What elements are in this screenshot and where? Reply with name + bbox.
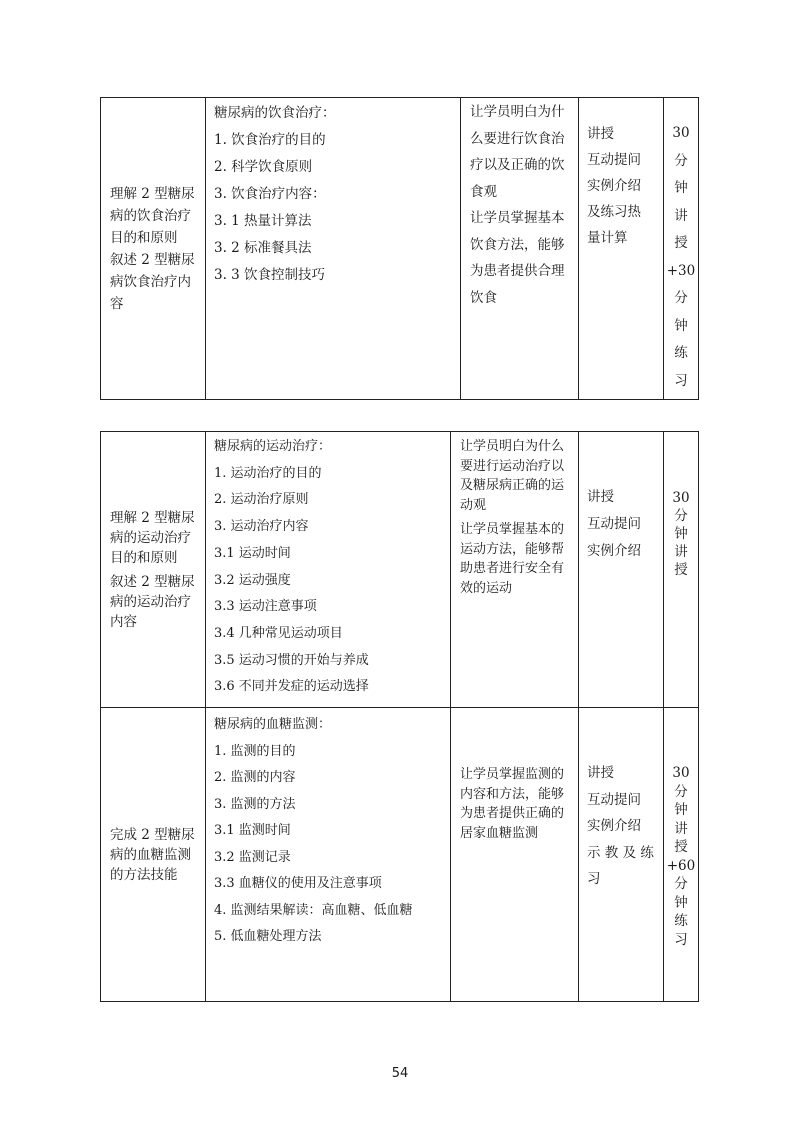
time-text: 30 [672, 765, 690, 781]
time-text: 练 [674, 345, 688, 361]
goal-line: 居家血糖监测 [460, 825, 539, 841]
time-text: 授 [674, 562, 688, 578]
table-row [101, 98, 699, 400]
curriculum-table-diet [100, 97, 699, 400]
content-line: 2. 运动治疗原则 [214, 492, 309, 508]
method-line: 量计算 [587, 230, 628, 246]
method-line: 讲授 [587, 489, 614, 505]
time-text: 钟 [674, 894, 688, 911]
method-line: 讲授 [587, 765, 614, 781]
content-line: 3. 3 饮食控制技巧 [214, 267, 326, 283]
time-text: 授 [674, 839, 688, 855]
objective-line: 叙述 2 型糖尿 [110, 251, 195, 268]
method-line: 讲授 [587, 126, 614, 142]
goal-line: 让学员掌握监测的 [460, 767, 565, 782]
content-line: 3.6 不同并发症的运动选择 [214, 679, 369, 695]
content-line: 糖尿病的运动治疗： [214, 439, 332, 454]
content-line: 糖尿病的饮食治疗： [214, 105, 336, 121]
objective-line: 病的饮食治疗 [110, 207, 191, 224]
objective-cell [101, 708, 206, 1002]
content-line: 1. 监测的目的 [214, 743, 296, 759]
method-line: 及练习热 [587, 204, 641, 220]
content-line: 3.5 运动习惯的开始与养成 [214, 652, 369, 668]
time-text: +60 [666, 857, 696, 874]
content-line: 3.4 几种常见运动项目 [214, 625, 343, 641]
method-line: 互动提问 [587, 516, 641, 532]
content-cell [206, 708, 451, 1002]
content-line: 3.1 监测时间 [214, 823, 291, 838]
time-text: 分 [674, 290, 688, 306]
objective-line: 叙述 2 型糖尿 [110, 573, 195, 590]
content-line: 2. 科学饮食原则 [214, 159, 313, 175]
content-line: 3.2 监测记录 [214, 849, 291, 865]
content-line: 2. 监测的内容 [214, 770, 296, 785]
objective-cell [101, 98, 206, 400]
content-line: 3. 饮食治疗内容： [214, 186, 326, 202]
goal-line: 要进行运动治疗以 [460, 458, 565, 474]
goal-line: 么要进行饮食治 [470, 130, 565, 147]
goal-line: 食观 [470, 183, 497, 200]
objective-line: 的方法技能 [110, 866, 178, 883]
goal-line: 为患者提供正确的 [460, 806, 565, 821]
time-text: +30 [666, 262, 696, 279]
objective-line: 病的运动治疗 [110, 529, 191, 546]
time-text: 钟 [674, 802, 688, 818]
content-line: 4. 监测结果解读：高血糖、低血糖 [214, 902, 413, 918]
goal-line: 让学员明白为什么 [460, 439, 565, 454]
goal-line: 效的运动 [460, 580, 513, 596]
time-text: 授 [674, 235, 688, 251]
objective-line: 完成 2 型糖尿 [110, 826, 195, 843]
goal-cell [451, 432, 579, 708]
content-line: 3. 1 热量计算法 [214, 213, 312, 229]
goal-line: 让学员掌握基本的 [460, 522, 565, 537]
goal-line: 为患者提供合理 [470, 263, 565, 279]
content-cell [206, 432, 451, 708]
time-text: 30 [672, 125, 690, 141]
method-line: 习 [587, 871, 601, 887]
table-row [101, 432, 699, 708]
method-line: 互动提问 [587, 791, 641, 808]
objective-line: 病的运动治疗 [110, 593, 191, 610]
content-line: 糖尿病的血糖监测： [214, 717, 332, 732]
goal-cell [461, 98, 579, 400]
goal-line: 助患者进行安全有 [460, 561, 565, 576]
method-line: 实例介绍 [587, 543, 641, 559]
goal-line: 动观 [460, 497, 487, 513]
time-text: 讲 [674, 207, 688, 224]
goal-line: 让学员掌握基本 [470, 210, 565, 226]
objective-line: 目的和原则 [110, 549, 178, 566]
goal-line: 疗以及正确的饮 [470, 157, 565, 173]
content-line: 5. 低血糖处理方法 [214, 929, 322, 944]
time-text: 钟 [674, 180, 688, 196]
method-line: 实例介绍 [587, 178, 641, 194]
content-line: 1. 运动治疗的目的 [214, 465, 322, 481]
method-line: 互动提问 [587, 152, 641, 168]
content-line: 3. 监测的方法 [214, 796, 296, 812]
time-text: 钟 [674, 526, 688, 542]
goal-line: 饮食方法，能够 [470, 236, 565, 253]
time-text: 练 [674, 913, 688, 929]
time-text: 习 [674, 372, 688, 389]
objective-line: 理解 2 型糖尿 [110, 509, 195, 526]
time-cell [664, 98, 699, 400]
time-text: 分 [674, 508, 688, 524]
goal-line: 让学员明白为什 [470, 104, 565, 120]
time-text: 钟 [674, 317, 688, 334]
time-text: 分 [674, 876, 688, 892]
content-line: 3. 2 标准餐具法 [214, 240, 312, 256]
method-cell [579, 98, 664, 400]
content-line: 3. 运动治疗内容 [214, 519, 309, 535]
time-text: 分 [674, 783, 688, 800]
page-number: 54 [391, 1066, 409, 1081]
objective-cell [101, 432, 206, 708]
method-cell [579, 708, 664, 1002]
time-text: 30 [672, 490, 690, 506]
objective-line: 目的和原则 [110, 229, 178, 246]
content-line: 3.3 血糖仪的使用及注意事项 [214, 876, 382, 891]
time-cell [664, 432, 699, 708]
table-row [101, 708, 699, 1002]
goal-line: 内容和方法，能够 [460, 786, 565, 802]
method-cell [579, 432, 664, 708]
goal-line: 饮食 [470, 289, 497, 306]
objective-line: 病的血糖监测 [110, 846, 191, 863]
goal-line: 运动方法，能够帮 [460, 541, 565, 557]
objective-line: 理解 2 型糖尿 [110, 185, 195, 202]
objective-line: 病饮食治疗内 [110, 273, 191, 290]
content-line: 3.3 运动注意事项 [214, 599, 317, 615]
method-line: 示 教 及 练 [587, 844, 654, 861]
objective-line: 内容 [110, 613, 137, 630]
goal-line: 及糖尿病正确的运 [460, 478, 565, 493]
method-line: 实例介绍 [587, 818, 641, 834]
objective-line: 容 [110, 295, 124, 312]
content-cell [206, 98, 461, 400]
time-cell [664, 708, 699, 1002]
time-text: 分 [674, 152, 688, 169]
time-text: 习 [674, 931, 688, 948]
time-text: 讲 [674, 820, 688, 837]
content-line: 3.1 运动时间 [214, 545, 291, 561]
time-text: 讲 [674, 544, 688, 560]
content-line: 1. 饮食治疗的目的 [214, 132, 326, 148]
curriculum-table-exercise-monitoring [100, 431, 699, 1002]
content-line: 3.2 运动强度 [214, 572, 291, 588]
goal-cell [451, 708, 579, 1002]
